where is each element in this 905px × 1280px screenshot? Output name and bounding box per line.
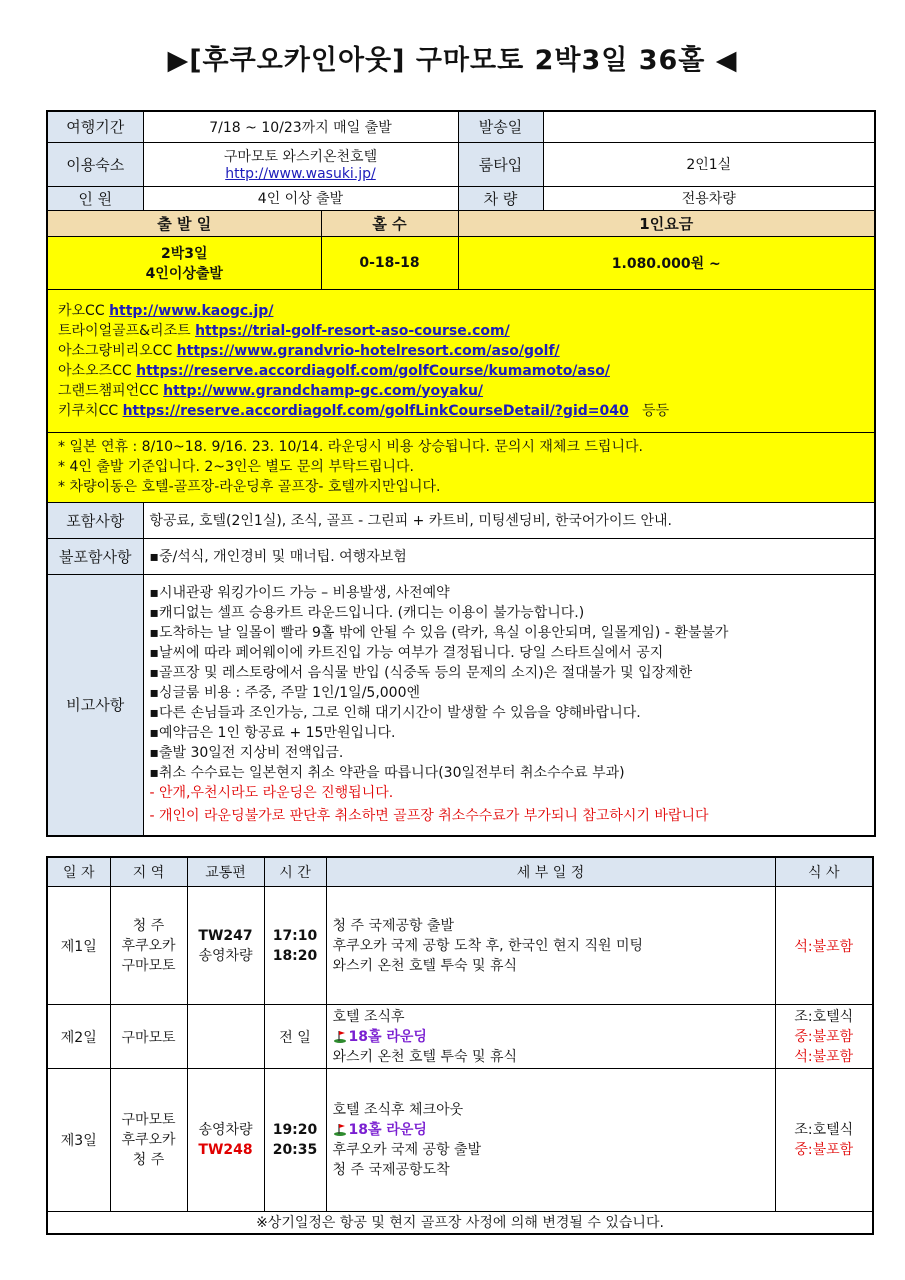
notice-item: * 일본 연휴 : 8/10~18. 9/16. 23. 10/14. 라운딩시 비용 상승됩니다. 문의시 재체크 드립니다. (58, 439, 643, 455)
remark-item: ▪골프장 및 레스토랑에서 음식물 반입 (식중독 등의 문제의 소지)은 절대불가 및 입장제한 (149, 665, 693, 682)
remark-item: ▪도착하는 날 일몰이 빨라 9홀 밖에 안될 수 있음 (락카, 욕실 이용안되며, 일몰게임) - 환불불가 (149, 625, 729, 642)
notice-item: * 4인 출발 기준입니다. 2~3인은 별도 문의 부탁드립니다. (58, 459, 414, 475)
remarks-box (143, 574, 875, 836)
hotel-label: 이용숙소 (47, 142, 143, 186)
remark-item: ▪캐디없는 셀프 승용카트 라운드입니다. (캐디는 이용이 불가능합니다.) (149, 605, 585, 622)
holes-value: 0-18-18 (321, 236, 458, 289)
day-label: 제2일 (47, 1005, 110, 1069)
course-link[interactable]: https://trial-golf-resort-aso-course.com/ (195, 322, 510, 339)
schedule-header-meal: 식 사 (775, 857, 873, 887)
course-suffix: 등등 (642, 402, 670, 419)
region-cell: 구마모토 후쿠오카 청 주 (110, 1069, 187, 1212)
course-link[interactable]: https://www.grandvrio-hotelresort.com/aso/golf/ (176, 342, 560, 359)
car-value: 전용차량 (543, 186, 875, 210)
time-cell: 17:10 18:20 (264, 887, 326, 1005)
table-row (47, 1005, 873, 1069)
detail-cell: 호텔 조식후 체크아웃 18홀 라운딩 후쿠오카 국제 공항 출발 청 주 국제공항도착 (326, 1069, 775, 1212)
meal-cell: 조:호텔식 중:불포함 (775, 1069, 873, 1212)
golf-flag-icon (333, 1029, 347, 1043)
people-label: 인 원 (47, 186, 143, 210)
period-label: 여행기간 (47, 111, 143, 142)
transport-cell: 송영차량 TW248 (187, 1069, 264, 1212)
remark-item: ▪날씨에 따라 페어웨이에 카트진입 가능 여부가 결정됩니다. 당일 스타트실에서 공지 (149, 645, 664, 662)
remark-red-item: - 개인이 라운딩불가로 판단후 취소하면 골프장 취소수수료가 부가되니 참고하시기 바랍니다 (149, 808, 709, 825)
hotel-name: 구마모토 와스키온천호텔 (223, 149, 378, 165)
region-cell: 청 주 후쿠오카 구마모토 (110, 887, 187, 1005)
car-label: 차 량 (458, 186, 543, 210)
round-item: 18홀 라운딩 (333, 1027, 775, 1047)
period-value: 7/18 ~ 10/23까지 매일 출발 (143, 111, 458, 142)
course-link[interactable]: http://www.grandchamp-gc.com/yoyaku/ (163, 382, 484, 399)
course-item: 키쿠치CC https://reserve.accordiagolf.com/golfLinkCourseDetail/?gid=040 등등 (58, 402, 670, 419)
course-item: 그랜드챔피언CC http://www.grandchamp-gc.com/yoyaku/ (58, 382, 484, 399)
schedule-footer: ※상기일정은 항공 및 현지 골프장 사정에 의해 변경될 수 있습니다. (47, 1212, 873, 1234)
included-value: 항공료, 호텔(2인1실), 조식, 골프 - 그린피 + 카트비, 미팅센딩비, 한국어가이드 안내. (143, 502, 875, 538)
course-link[interactable]: https://reserve.accordiagolf.com/golfCourse/kumamoto/aso/ (136, 362, 610, 379)
hotel-link[interactable]: http://www.wasuki.jp/ (225, 166, 376, 182)
included-label: 포함사항 (47, 502, 143, 538)
room-label: 룸타입 (458, 142, 543, 186)
course-link[interactable]: https://reserve.accordiagolf.com/golfLinkCourseDetail/?gid=040 (122, 402, 629, 419)
remark-item: ▪싱글룸 비용 : 주중, 주말 1인/1일/5,000엔 (149, 685, 421, 702)
col-fee: 1인요금 (458, 210, 875, 236)
transport-cell: TW247 송영차량 (187, 887, 264, 1005)
excluded-value: ▪중/석식, 개인경비 및 매너팁. 여행자보험 (143, 538, 875, 574)
depart-line2: 4인이상출발 (145, 265, 223, 282)
course-list (47, 289, 875, 432)
golf-flag-icon (333, 1122, 347, 1136)
room-value: 2인1실 (543, 142, 875, 186)
page-title: ▶[후쿠오카인아웃] 구마모토 2박3일 36홀 ◀ (167, 45, 738, 76)
send-day-label: 발송일 (458, 111, 543, 142)
schedule-header-detail: 세 부 일 정 (326, 857, 775, 887)
schedule-header-day: 일 자 (47, 857, 110, 887)
table-row (47, 887, 873, 1005)
day-label: 제3일 (47, 1069, 110, 1212)
fee-value: 1.080.000원 ~ (458, 236, 875, 289)
round-item: 18홀 라운딩 (333, 1120, 775, 1140)
remark-item: ▪예약금은 1인 항공료 + 15만원입니다. (149, 725, 396, 742)
schedule-table (46, 856, 874, 1235)
region-cell: 구마모토 (110, 1005, 187, 1069)
remark-red-item: - 안개,우천시라도 라운딩은 진행됩니다. (149, 785, 394, 802)
excluded-label: 불포함사항 (47, 538, 143, 574)
course-item: 아소그랑비리오CC https://www.grandvrio-hotelresort.com/aso/golf/ (58, 342, 560, 359)
detail-cell: 호텔 조식후 18홀 라운딩 와스키 온천 호텔 투숙 및 휴식 (326, 1005, 775, 1069)
send-day-value (543, 111, 875, 142)
notice-box (47, 432, 875, 502)
course-item: 트라이얼골프&리조트 https://trial-golf-resort-aso-course.com/ (58, 322, 510, 339)
course-link[interactable]: http://www.kaogc.jp/ (109, 302, 274, 319)
info-table (46, 110, 876, 837)
day-label: 제1일 (47, 887, 110, 1005)
remark-item: ▪취소 수수료는 일본현지 취소 약관을 따릅니다(30일전부터 취소수수료 부과) (149, 765, 625, 782)
schedule-header-region: 지 역 (110, 857, 187, 887)
time-cell: 전 일 (264, 1005, 326, 1069)
detail-cell: 청 주 국제공항 출발 후쿠오카 국제 공항 도착 후, 한국인 현지 직원 미팅 와스키 온천 호텔 투숙 및 휴식 (326, 887, 775, 1005)
meal-cell: 조:호텔식 중:불포함 석:불포함 (775, 1005, 873, 1069)
meal-cell: 석:불포함 (775, 887, 873, 1005)
col-holes: 홀 수 (321, 210, 458, 236)
people-value: 4인 이상 출발 (143, 186, 458, 210)
hotel-cell (143, 142, 458, 186)
time-cell: 19:20 20:35 (264, 1069, 326, 1212)
notice-item: * 차량이동은 호텔-골프장-라운딩후 골프장- 호텔까지만입니다. (58, 479, 441, 495)
remark-item: ▪시내관광 워킹가이드 가능 – 비용발생, 사전예약 (149, 585, 450, 602)
table-row (47, 1069, 873, 1212)
remark-item: ▪출발 30일전 지상비 전액입금. (149, 745, 344, 762)
course-item: 아소오즈CC https://reserve.accordiagolf.com/golfCourse/kumamoto/aso/ (58, 362, 610, 379)
transport-cell (187, 1005, 264, 1069)
schedule-header-time: 시 간 (264, 857, 326, 887)
depart-line1: 2박3일 (160, 245, 208, 262)
course-item: 카오CC http://www.kaogc.jp/ (58, 302, 274, 319)
schedule-header-transport: 교통편 (187, 857, 264, 887)
col-depart: 출 발 일 (47, 210, 321, 236)
depart-cell (47, 236, 321, 289)
remark-item: ▪다른 손님들과 조인가능, 그로 인해 대기시간이 발생할 수 있음을 양해바랍니다. (149, 705, 641, 722)
remarks-label: 비고사항 (47, 574, 143, 836)
